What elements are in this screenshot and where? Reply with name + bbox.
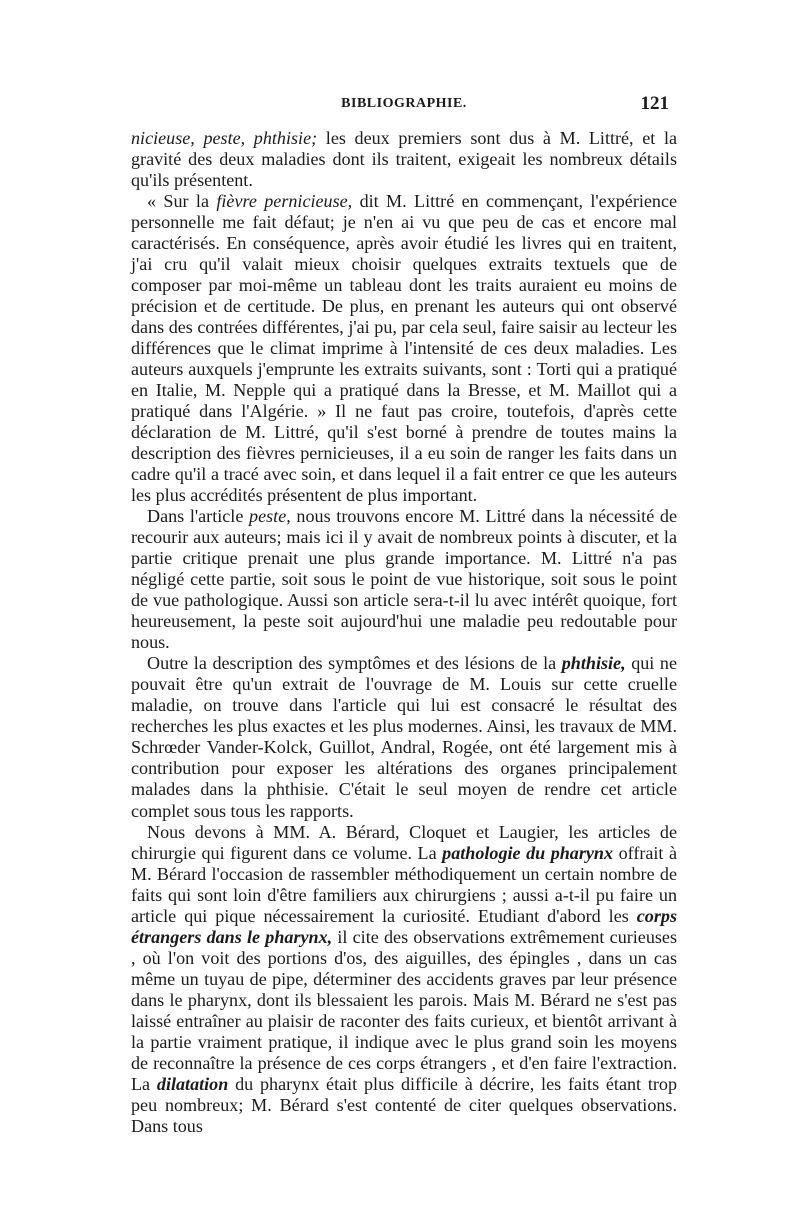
paragraph [131,191,677,506]
paragraph [131,128,677,191]
page-number: 121 [640,93,669,114]
paragraph [131,653,677,821]
text-run: offrait à M. Bérard l'occasion de rassembler méthodiquement un certain nombre de faits qui sont loin d'être familiers aux chirurgiens ; aussi a-t-il pu faire un article qui pique nécessairement la curiosité. Etudiant d'abord les [131,842,677,926]
text-run: dit M. Littré en commençant, l'expérience personnelle me fait défaut; je n'en ai vu que peu de cas et encore mal caractérisés. En conséquence, après avoir étudié les livres qui en traitent, j'ai cru qu'il valait mieux choisir quelques extraits textuels que de composer par moi-même un tableau dont les traits auraient eu moins de précision et de certitude. De plus, en prenant les auteurs qui ont observé dans des contrées différentes, j'ai pu, par cela seul, faire saisir au lecteur les différences que le climat imprime à l'intensité de ces deux maladies. Les auteurs auxquels j'emprunte les extraits suivants, sont : Torti qui a pratiqué en Italie, M. Nepple qui a pratiqué dans la Bresse, et M. Maillot qui a pratiqué dans l'Algérie. » Il ne faut pas croire, toutefois, d'après cette déclaration de M. Littré, qu'il s'est borné à prendre de toutes mains la description des fièvres pernicieuses, il a eu soin de ranger les faits dans un cadre qu'il a tracé avec soin, et dans lequel il a fait entrer ce que les auteurs les plus accrédités présentent de plus important. [131,191,678,506]
text-run: « Sur la [147,191,217,212]
text-run: les deux premiers sont dus à M. Littré, et la gravité des deux maladies dont ils traitent, exigeait les nombreux détails qu'ils présentent. [131,128,678,191]
italic-term: fièvre pernicieuse, [216,191,353,212]
italic-term: dilatation [156,1073,229,1094]
running-head [131,93,677,122]
italic-term: nicieuse, peste, phthisie; [131,128,318,148]
running-title: BIBLIOGRAPHIE. [341,96,467,111]
book-page [131,93,678,1137]
text-run: Dans l'article [147,506,250,527]
text-run: qui ne pouvait être qu'un extrait de l'ouvrage de M. Louis sur cette cruelle maladie, on trouve dans l'article qui lui est consacré le résultat des recherches les plus exactes et les plus modernes. Ainsi, les travaux de MM. Schrœder Vander-Kolck, Guillot, Andral, Rogée, ont été largement mis à contribution pour exposer les altérations des organes principalement malades dans la phthisie. C'était le seul moyen de rendre cet article complet sous tous les rapports. [131,653,678,821]
text-run: nous trouvons encore M. Littré dans la nécessité de recourir aux auteurs; mais ici il y avait de nombreux points à discuter, et la partie critique prenait une plus grande importance. M. Littré n'a pas négligé cette partie, soit sous le point de vue historique, soit sous le point de vue pathologique. Aussi son article sera-t-il lu avec intérêt quoique, fort heureusement, la peste soit aujourd'hui une maladie peu redoutable pour nous. [131,506,677,653]
text-run: il cite des observations extrêmement curieuses , où l'on voit des portions d'os, des aiguilles, des épingles , dans un cas même un tuyau de pipe, déterminer des accidents graves par leur présence dans le pharynx, dont ils blessaient les parois. Mais M. Bérard ne s'est pas laissé entraîner au plaisir de raconter des faits curieux, et bientôt arrivant à la partie vraiment pratique, il indique avec le plus grand soin les moyens de reconnaître la présence de ces corps étrangers , et d'en faire l'extraction. La [131,926,677,1094]
paragraph [131,822,677,1137]
italic-term: pathologie du pharynx [442,842,614,863]
italic-term: peste, [249,506,291,527]
italic-term: corps étrangers dans le pharynx, [131,905,677,947]
text-run: Nous devons à MM. A. Bérard, Cloquet et Laugier, les articles de chirurgie qui figurent dans ce volume. La [131,821,677,863]
paragraph [131,506,677,653]
text-run: Outre la description des symptômes et des lésions de la [147,653,562,674]
text-run: du pharynx était plus difficile à décrire, les faits étant trop peu nombreux; M. Bérard s'est contenté de citer quelques observations. Dans tous [131,1073,678,1136]
italic-term: phthisie, [561,653,626,674]
body-text [131,128,677,1137]
